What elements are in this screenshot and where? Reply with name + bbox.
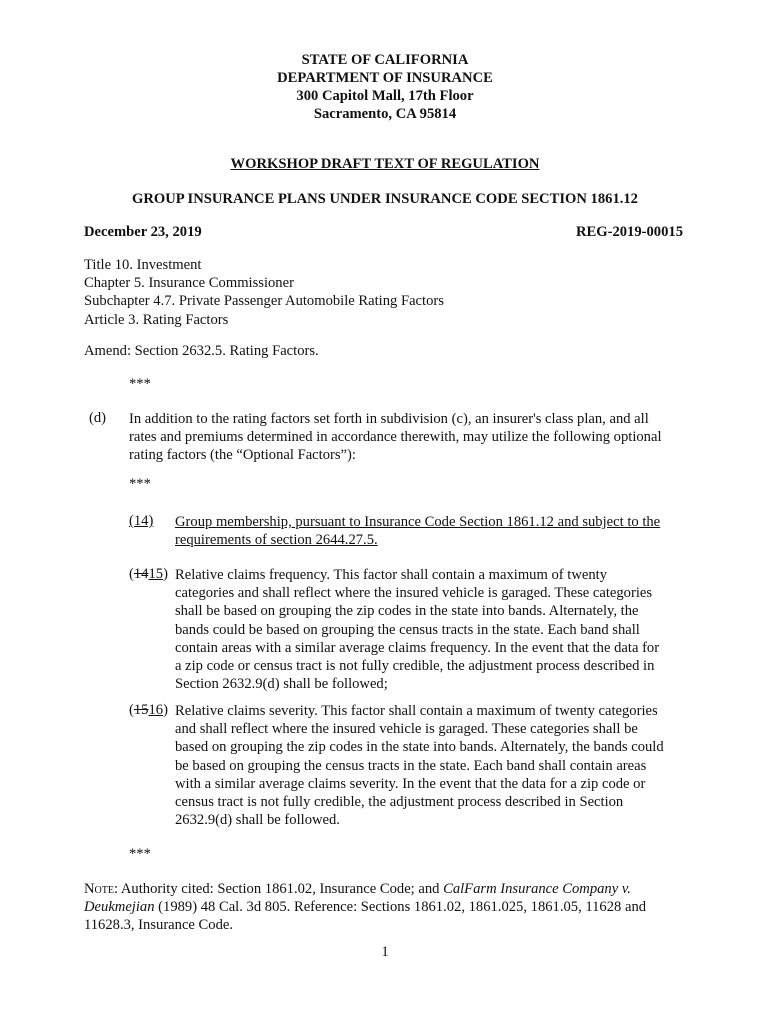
deleted-number: 15 — [133, 702, 149, 718]
item-16-label: (1516) — [129, 702, 168, 718]
page-number: 1 — [381, 944, 389, 960]
item-14-label: (14) — [129, 513, 154, 529]
note-label: Note — [84, 881, 114, 897]
item-15-line: shall be based on grouping the zip codes in the state into bands. Alternately, the — [175, 603, 639, 620]
para-d-line: rates and premiums determined in accordance therewith, may utilize the following optional — [129, 429, 662, 446]
inserted-number: 15 — [148, 566, 164, 582]
item-16-text — [175, 702, 700, 829]
item-15-label: (1415) — [129, 566, 168, 582]
case-name: Deukmejian — [84, 899, 155, 916]
item-16-line: based on grouping the zip codes in the state into bands. Alternately, the bands could — [175, 739, 664, 756]
ellipsis-3: *** — [129, 846, 151, 862]
deleted-number: 14 — [133, 566, 149, 582]
para-d-line: rating factors (the “Optional Factors”): — [129, 447, 356, 464]
amend-line: Amend: Section 2632.5. Rating Factors. — [84, 343, 319, 359]
item-15-line: contain areas with a similar average claims frequency. In the event that the data for — [175, 639, 660, 656]
case-name: CalFarm Insurance Company v. — [443, 881, 631, 897]
authority-note: Note: Authority cited: Section 1861.02, Insurance Code; and CalFarm Insurance Company v. Deukmejian (1989) 48 Cal. 3d 805. Reference: Sections 1861.02, 1861.025, 1861.05, 11628 and 11628.3, Insurance Code. — [84, 881, 647, 934]
item-14-line: Group membership, pursuant to Insurance Code Section 1861.12 and subject to the — [175, 514, 661, 530]
item-15-line: Relative claims frequency. This factor shall contain a maximum of twenty — [175, 567, 608, 583]
citation-chapter: Chapter 5. Insurance Commissioner — [84, 275, 294, 292]
item-16-line: Relative claims severity. This factor shall contain a maximum of twenty categories — [175, 703, 658, 719]
item-15-text — [175, 566, 695, 693]
item-15-line: categories and shall reflect where the insured vehicle is garaged. These categories — [175, 585, 653, 602]
citation-title: Title 10. Investment — [84, 257, 202, 273]
header-address: 300 Capitol Mall, 17th Floor — [296, 88, 474, 104]
ellipsis-2: *** — [129, 476, 151, 492]
item-16-line: with a similar average claims severity. In the event that the data for a zip code or — [175, 775, 646, 792]
citation-block — [84, 256, 704, 329]
header-state: STATE OF CALIFORNIA — [301, 52, 469, 68]
item-15-line: Section 2632.9(d) shall be followed; — [175, 676, 388, 693]
item-15-line: a zip code or census tract is not fully credible, the adjustment process described in — [175, 658, 655, 675]
subject-title: GROUP INSURANCE PLANS UNDER INSURANCE CODE SECTION 1861.12 — [132, 191, 638, 207]
item-15-line: bands could be based on grouping the census tracts in the state. Each band shall — [175, 621, 640, 638]
inserted-number: 16 — [148, 702, 164, 718]
item-14-text — [175, 513, 695, 549]
ellipsis-1: *** — [129, 376, 151, 392]
item-16-line: and shall reflect where the insured vehicle is garaged. These categories shall be — [175, 721, 638, 738]
item-16-line: be based on grouping the census tracts in the state. Each band shall contain areas — [175, 757, 647, 774]
document-date: December 23, 2019 — [84, 224, 202, 240]
item-16-line: 2632.9(d) shall be followed. — [175, 812, 340, 829]
citation-article: Article 3. Rating Factors — [84, 311, 229, 328]
header-city: Sacramento, CA 95814 — [313, 106, 457, 122]
para-d-text — [129, 410, 709, 465]
draft-title: WORKSHOP DRAFT TEXT OF REGULATION — [230, 156, 540, 172]
para-d-line: In addition to the rating factors set forth in subdivision (c), an insurer's class plan, and all — [129, 411, 649, 427]
header-department: DEPARTMENT OF INSURANCE — [277, 70, 493, 86]
citation-subchapter: Subchapter 4.7. Private Passenger Automobile Rating Factors — [84, 293, 444, 310]
item-16-line: census tract is not fully credible, the adjustment process described in Section — [175, 794, 624, 811]
para-d-label: (d) — [89, 410, 107, 426]
item-14-line: requirements of section 2644.27.5. — [175, 532, 378, 549]
reg-number: REG-2019-00015 — [575, 224, 683, 240]
